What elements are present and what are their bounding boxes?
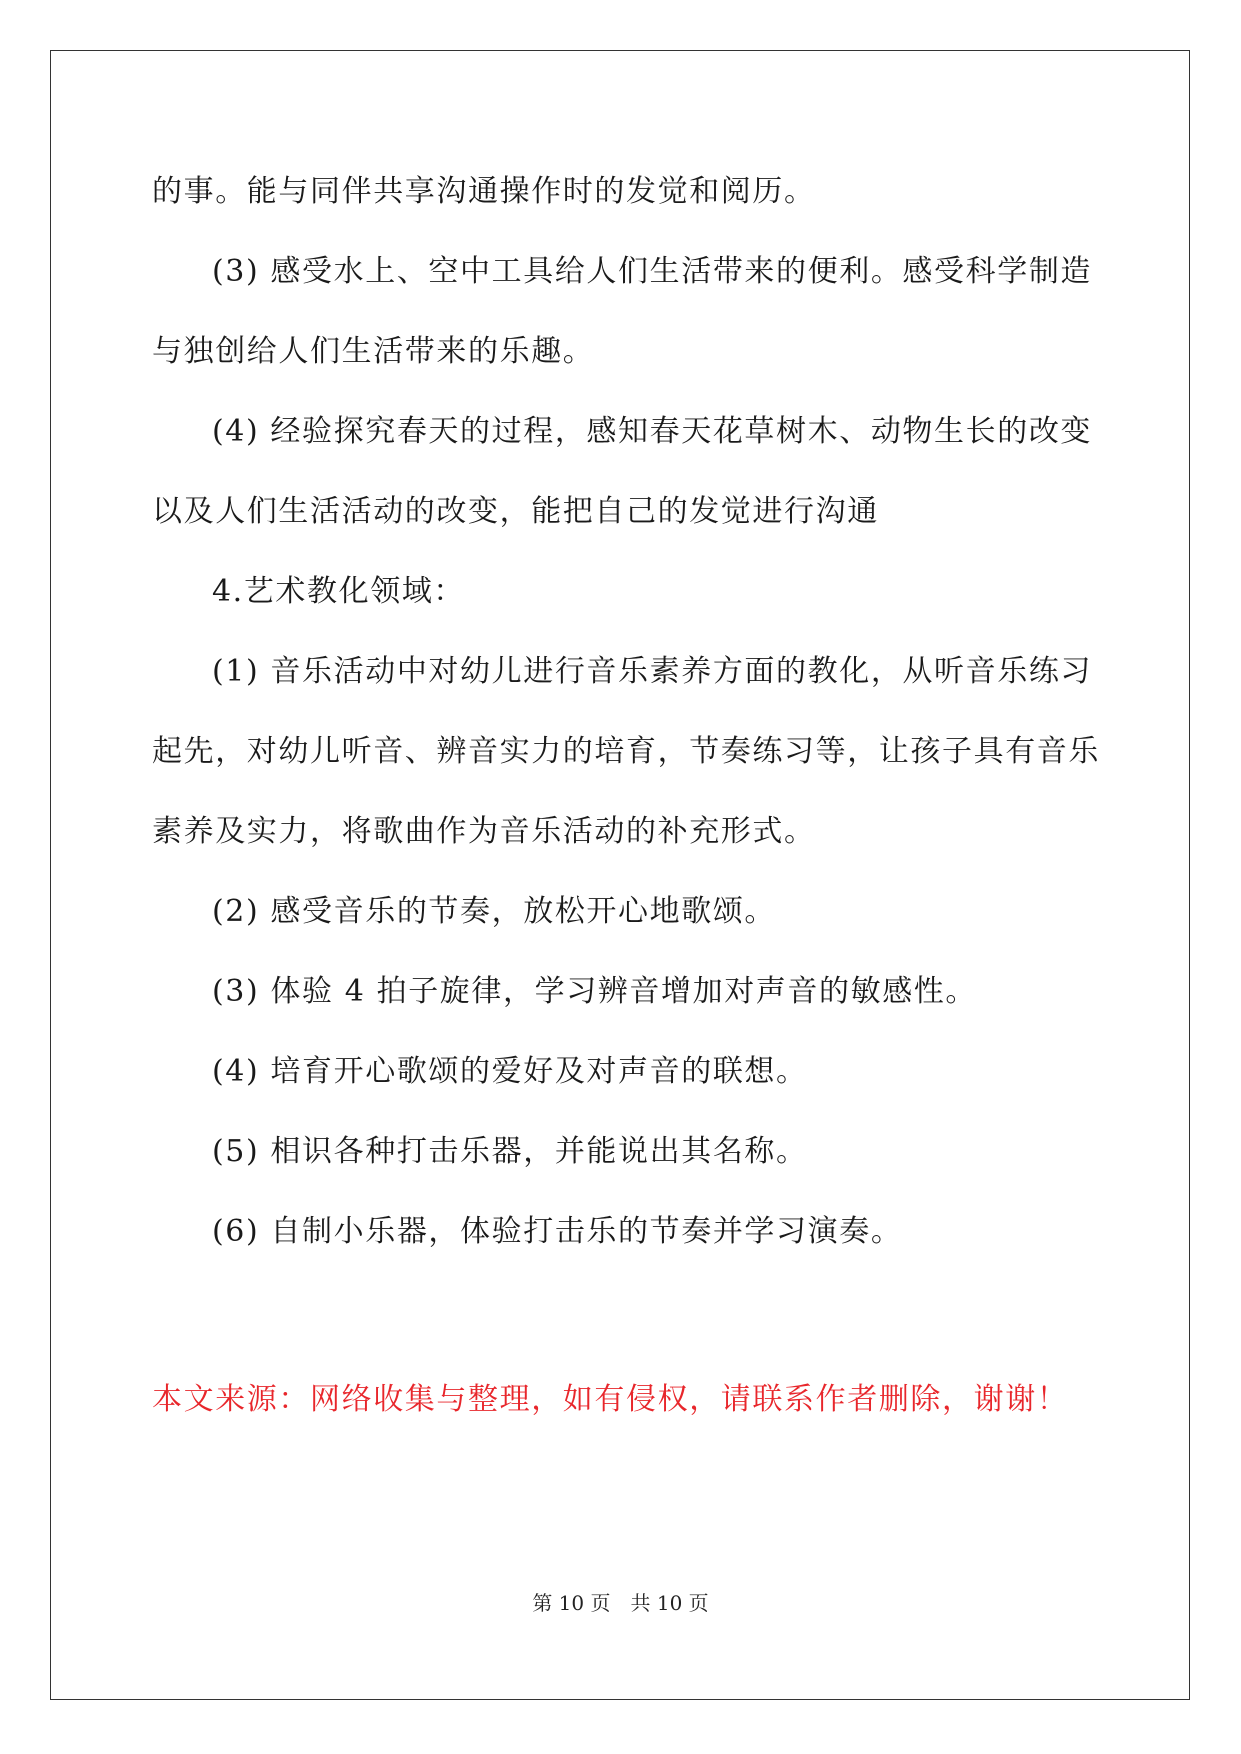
paragraph-line-12: (4) 培育开心歌颂的爱好及对声音的联想。	[212, 1054, 808, 1089]
paragraph-line-5: 以及人们生活活动的改变，能把自己的发觉进行沟通	[152, 494, 879, 529]
paragraph-line-1: 的事。能与同伴共享沟通操作时的发觉和阅历。	[152, 174, 816, 209]
paragraph-line-10: (2) 感受音乐的节奏，放松开心地歌颂。	[212, 894, 777, 929]
page-border	[50, 50, 1190, 1700]
paragraph-line-14: (6) 自制小乐器，体验打击乐的节奏并学习演奏。	[212, 1214, 903, 1249]
paragraph-line-4: (4) 经验探究春天的过程，感知春天花草树木、动物生长的改变	[212, 414, 1093, 449]
paragraph-line-3: 与独创给人们生活带来的乐趣。	[152, 334, 595, 369]
paragraph-line-13: (5) 相识各种打击乐器，并能说出其名称。	[212, 1134, 808, 1169]
page-number: 第 10 页 共 10 页	[532, 1591, 709, 1615]
section-heading: 4.艺术教化领域：	[212, 574, 466, 609]
paragraph-line-7: (1) 音乐活动中对幼儿进行音乐素养方面的教化，从听音乐练习	[212, 654, 1093, 689]
paragraph-line-11: (3) 体验 4 拍子旋律，学习辨音增加对声音的敏感性。	[212, 974, 977, 1009]
source-note: 本文来源：网络收集与整理，如有侵权，请联系作者删除，谢谢！	[152, 1382, 1069, 1417]
paragraph-line-9: 素养及实力，将歌曲作为音乐活动的补充形式。	[152, 814, 816, 849]
paragraph-line-2: (3) 感受水上、空中工具给人们生活带来的便利。感受科学制造	[212, 254, 1093, 289]
paragraph-line-8: 起先，对幼儿听音、辨音实力的培育，节奏练习等，让孩子具有音乐	[152, 734, 1100, 769]
